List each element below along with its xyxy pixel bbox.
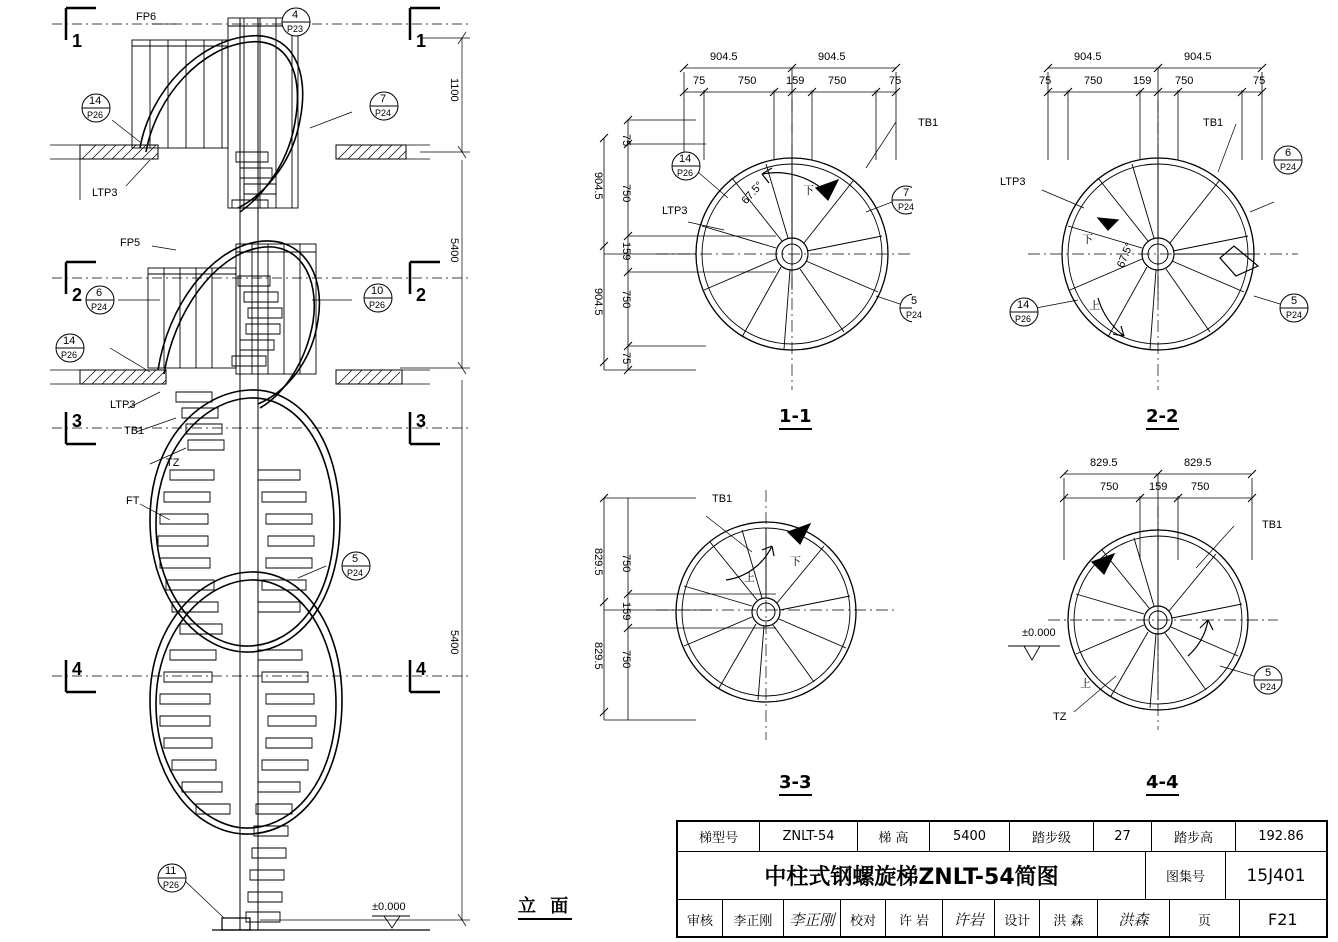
reviewer-role: 审核: [678, 900, 723, 938]
balloon-10-num: 10: [371, 285, 384, 297]
label-fp6: FP6: [136, 11, 157, 23]
s44-balloon-5-page: P24: [1260, 682, 1277, 692]
s11-dim-75-a: 75: [693, 75, 706, 87]
s44-dim-829-left: 829.5: [1090, 457, 1118, 469]
param-value-steps: 27: [1094, 822, 1152, 851]
s22-dim-75-b: 75: [1253, 75, 1266, 87]
s22-dim-750-a: 750: [1084, 75, 1103, 87]
s44-label-up: 上: [1080, 677, 1091, 690]
balloon-4-num: 4: [292, 9, 299, 21]
section-4-4-title: 4-4: [1146, 774, 1179, 796]
title-block: [676, 820, 1328, 938]
s11-left-sub-750-b: 750: [620, 290, 632, 309]
s44-dim-829-right: 829.5: [1184, 457, 1212, 469]
section-mark-4-left: 4: [72, 659, 83, 679]
balloon-14a-num: 14: [89, 95, 102, 107]
s22-balloon-14-num: 14: [1017, 299, 1030, 311]
s33-label-down: 下: [790, 555, 801, 568]
param-label-steps: 踏步级: [1010, 822, 1094, 851]
balloon-6-page: P24: [91, 302, 108, 312]
page-label: 页: [1170, 900, 1239, 938]
balloon-5-elev-num: 5: [352, 553, 359, 565]
balloon-7-page: P24: [375, 108, 392, 118]
atlas-number-value: 15J401: [1246, 865, 1306, 886]
s11-balloon-5-page: P24: [906, 310, 923, 320]
atlas-number-label: 图集号: [1146, 852, 1226, 899]
s22-dim-159-a: 159: [1133, 75, 1152, 87]
section-mark-3-left: 3: [72, 411, 83, 431]
s44-dim-750-b: 750: [1191, 481, 1210, 493]
s11-left-dim-904-a: 904.5: [592, 172, 604, 200]
param-value-type: ZNLT-54: [760, 822, 858, 851]
section-mark-1-left: 1: [72, 31, 83, 51]
balloon-11-num: 11: [165, 865, 177, 877]
s11-dim-750-b: 750: [828, 75, 847, 87]
designer-signature: 洪森: [1098, 900, 1171, 938]
s11-label-tb1: TB1: [918, 117, 939, 129]
section-mark-4-right: 4: [416, 659, 427, 679]
s22-label-up: 上: [1089, 299, 1100, 312]
param-label-riser: 踏步高: [1152, 822, 1236, 851]
s33-label-up: 上: [744, 571, 755, 584]
s11-left-dim-904-b: 904.5: [592, 288, 604, 316]
s11-balloon-7-num: 7: [903, 187, 910, 199]
s11-label-down: 下: [803, 184, 814, 197]
param-value-height: 5400: [930, 822, 1010, 851]
param-label-type: 梯型号: [678, 822, 760, 851]
balloon-14b-num: 14: [63, 335, 76, 347]
balloon-4-page: P23: [287, 24, 304, 34]
s22-label-angle: 67.5°: [1115, 241, 1136, 270]
s22-balloon-6-page: P24: [1280, 162, 1297, 172]
section-3-3-drawing: [576, 470, 912, 790]
s11-dim-904-left: 904.5: [710, 51, 738, 63]
section-1-1-title: 1-1: [779, 408, 812, 430]
section-2-2-title: 2-2: [1146, 408, 1179, 430]
s33-label-tb1: TB1: [712, 493, 733, 505]
s11-balloon-14-num: 14: [679, 153, 692, 165]
designer-role: 设计: [995, 900, 1040, 938]
param-label-height: 梯 高: [858, 822, 930, 851]
reviewer-signature: 李正刚: [784, 900, 841, 938]
s22-label-ltp3: LTP3: [1000, 176, 1026, 188]
s11-dim-904-right: 904.5: [818, 51, 846, 63]
label-ft-elev: FT: [126, 495, 140, 507]
s22-dim-750-b: 750: [1175, 75, 1194, 87]
title-block-params-row: [678, 822, 1326, 852]
s44-label-tz: TZ: [1053, 711, 1067, 723]
section-2-2-balloons: [968, 40, 1318, 420]
s22-balloon-6-num: 6: [1285, 147, 1292, 159]
param-value-riser: 192.86: [1258, 829, 1304, 844]
s22-balloon-14-page: P26: [1015, 314, 1032, 324]
section-mark-2-left: 2: [72, 285, 83, 305]
balloon-14b-page: P26: [61, 350, 78, 360]
s11-left-sub-159: 159: [620, 242, 632, 261]
s11-balloon-7-page: P24: [898, 202, 915, 212]
s11-label-ltp3: LTP3: [662, 205, 688, 217]
section-mark-3-right: 3: [416, 411, 427, 431]
elevation-ground-level: ±0.000: [372, 901, 406, 913]
label-tb1-elev: TB1: [124, 425, 145, 437]
balloon-10-page: P26: [369, 300, 386, 310]
s11-dim-75-b: 75: [889, 75, 902, 87]
s33-left-dim-a: 829.5: [592, 548, 604, 576]
title-block-signature-row: [678, 900, 1326, 938]
s11-balloon-14-page: P26: [677, 168, 694, 178]
checker-role: 校对: [841, 900, 886, 938]
balloon-11-page: P26: [163, 880, 180, 890]
s11-label-angle: 67.5°: [739, 179, 766, 207]
s11-dim-159-a: 159: [786, 75, 805, 87]
section-mark-2-right: 2: [416, 285, 427, 305]
s11-left-sub-75-a: 75: [620, 134, 632, 147]
balloon-14a-page: P26: [87, 110, 104, 120]
s44-balloon-5-num: 5: [1265, 667, 1272, 679]
s33-left-sub-750-a: 750: [620, 554, 632, 573]
elevation-dim-5400-lower: 5400: [448, 630, 460, 655]
section-3-3-title: 3-3: [779, 774, 812, 796]
s33-left-sub-159: 159: [620, 602, 632, 621]
checker-signature: 许岩: [943, 900, 995, 938]
title-block-title-row: [678, 852, 1326, 900]
s44-label-level: ±0.000: [1022, 627, 1056, 639]
reviewer-name: 李正刚: [723, 900, 784, 938]
s33-left-sub-750-b: 750: [620, 650, 632, 669]
drawing-title: 中柱式钢螺旋梯ZNLT-54简图: [678, 852, 1146, 899]
s11-left-sub-750-a: 750: [620, 184, 632, 203]
designer-name: 洪 森: [1040, 900, 1097, 938]
s33-left-dim-b: 829.5: [592, 642, 604, 670]
page-value: F21: [1267, 909, 1298, 929]
elevation-dim-1100: 1100: [448, 78, 460, 102]
s22-label-down: 下: [1082, 233, 1093, 246]
balloon-6-num: 6: [96, 287, 103, 299]
label-fp5: FP5: [120, 237, 141, 249]
section-4-4-balloons: [968, 450, 1318, 790]
s44-dim-750-a: 750: [1100, 481, 1119, 493]
balloon-5-elev-page: P24: [347, 568, 364, 578]
s22-label-tb1: TB1: [1203, 117, 1224, 129]
elevation-dim-5400-upper: 5400: [448, 238, 460, 263]
elevation-balloons: [0, 0, 660, 942]
section-mark-1-right: 1: [416, 31, 427, 51]
label-tz-elev: TZ: [166, 457, 180, 469]
balloon-7-num: 7: [380, 93, 387, 105]
s22-dim-904-right: 904.5: [1184, 51, 1212, 63]
s44-label-tb1: TB1: [1262, 519, 1283, 531]
s44-dim-159: 159: [1149, 481, 1168, 493]
s22-dim-904-left: 904.5: [1074, 51, 1102, 63]
s22-balloon-5-page: P24: [1286, 310, 1303, 320]
s11-left-sub-75-b: 75: [620, 352, 632, 365]
label-ltp3-upper: LTP3: [92, 187, 118, 199]
checker-name: 许 岩: [886, 900, 943, 938]
s22-dim-75-a: 75: [1039, 75, 1052, 87]
s11-dim-750-a: 750: [738, 75, 757, 87]
label-ltp3-mid: LTP3: [110, 399, 136, 411]
s11-balloon-5-num: 5: [911, 295, 918, 307]
s22-balloon-5-num: 5: [1291, 295, 1298, 307]
elevation-title: 立 面: [518, 898, 572, 920]
